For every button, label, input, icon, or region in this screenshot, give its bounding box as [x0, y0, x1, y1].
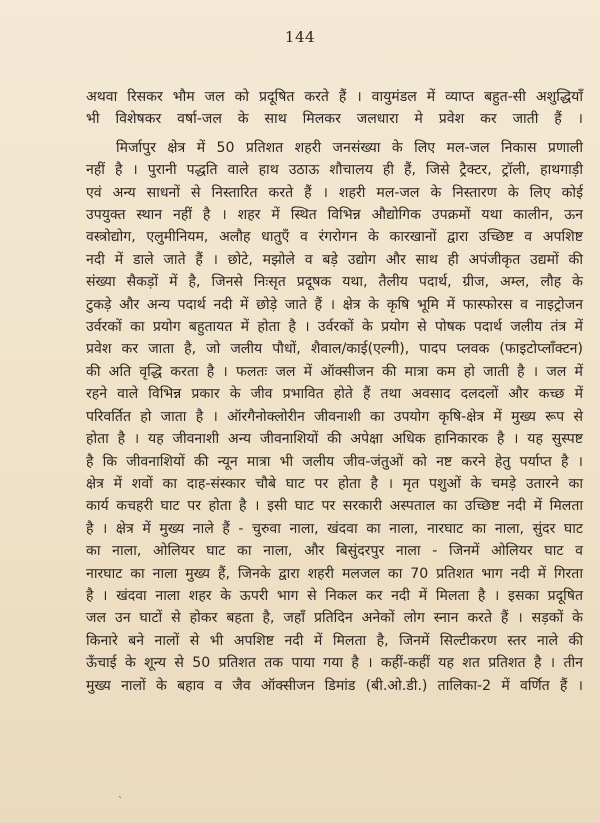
body-text — [86, 86, 583, 697]
text-line: मुख्य नालों के बहाव व जैव ऑक्सीजन डिमांड (बी.ओ.डी.) तालिका-2 में वर्णित हैं । — [86, 677, 583, 694]
text-line: एवं अन्य साधनों से निस्तारित करते हैं । शहरी मल-जल के निस्तारण के लिए कोई — [86, 184, 583, 201]
text-line: है । क्षेत्र में मुख्य नाले हैं - चुरुवा नाला, खंदवा का नाला, नारघाट का नाला, सुंदर घाट — [86, 520, 583, 537]
text-line: उर्वरकों का प्रयोग बहुतायत में होता है । उर्वरकों के प्रयोग से पोषक पदार्थ जलीय तंत्र में — [86, 319, 583, 336]
text-line: की अति वृद्धि करता है । फलतः जल में ऑक्सीजन की मात्रा कम हो जाती है । जल में — [86, 363, 583, 380]
text-line: रहने वाले विभिन्न प्रकार के जीव प्रभावित होते हैं तथा अवसाद दलदलों और कच्छ में — [86, 386, 583, 403]
text-line: मिर्जापुर क्षेत्र में 50 प्रतिशत शहरी जनसंख्या के लिए मल-जल निकास प्रणाली — [116, 139, 583, 156]
text-line: नारघाट का नाला मुख्य हैं, जिनके द्वारा शहरी मलजल का 70 प्रतिशत भाग नदी में गिरता — [86, 565, 583, 582]
page-number: 144 — [284, 28, 316, 46]
text-line: क्षेत्र में शवों का दाह-संस्कार चौबे घाट पर होता है । मृत पशुओं के चमड़े उतारने का — [86, 475, 583, 492]
text-line: का नाला, ओलियर घाट का नाला, और बिसुंदरपुर नाला - जिनमें ओलियर घाट व — [86, 543, 583, 560]
text-line: जल उन घाटों से होकर बहता है, जहाँ प्रतिदिन अनेकों लोग स्नान करते हैं । सड़कों के — [86, 610, 583, 627]
text-line: नहीं है । पुरानी पद्धति वाले हाथ उठाऊ शौचालय ही हैं, जिसे ट्रैक्टर, ट्रॉली, हाथगाड़ी — [86, 162, 583, 179]
footer-mark: ` — [118, 796, 123, 807]
text-line: टुकड़े और अन्य पदार्थ नदी में छोड़े जाते हैं । क्षेत्र के कृषि भूमि में फास्फोरस व नाइट्रोजन — [86, 296, 583, 313]
text-line: होता है । यह जीवनाशी अन्य जीवनाशियों की अपेक्षा अधिक हानिकारक है । यह सुस्पष्ट — [86, 431, 583, 448]
text-line: उपयुक्त स्थान नहीं है । शहर में स्थित विभिन्न औद्योगिक उपक्रमों यथा कालीन, ऊन — [86, 207, 583, 224]
text-line: परिवर्तित हो जाता है । ऑरगैनोक्लोरीन जीवनाशी का उपयोग कृषि-क्षेत्र में मुख्य रूप से — [86, 408, 583, 425]
text-line: वस्त्रोद्योग, एलुमीनियम, अलौह धातुएँ व रंगरोगन के कारखानों द्वारा उच्छिष्ट व अपशिष्ट — [86, 229, 583, 246]
paragraph-1 — [86, 86, 583, 131]
text-line: है । खंदवा नाला शहर के ऊपरी भाग से निकल कर नदी में मिलता है । इसका प्रदूषित — [86, 587, 583, 604]
text-line: भी विशेषकर वर्षा-जल के साथ मिलकर जलधारा मे प्रवेश कर जाती हैं । — [86, 111, 583, 128]
text-line: संख्या सैकड़ों में है, जिनसे निःसृत प्रदूषक यथा, तैलीय पदार्थ, ग्रीज, अम्ल, लौह के — [86, 274, 583, 291]
text-line: है कि जीवनाशियों की न्यून मात्रा भी जलीय जीव-जंतुओं को नष्ट करने हेतु पर्याप्त है । — [86, 453, 583, 470]
text-line: नदी में डाले जाते हैं । छोटे, मझोले व बड़े उद्योग और साथ ही अपंजीकृत उद्यमों की — [86, 251, 583, 268]
text-line: अथवा रिसकर भौम जल को प्रदूषित करते हैं । वायुमंडल में व्याप्त बहुत-सी अशुद्धियाँ — [86, 89, 583, 105]
paragraph-2 — [86, 137, 583, 697]
text-line: ऊँचाई के शून्य से 50 प्रतिशत तक पाया गया है । कहीं-कहीं यह शत प्रतिशत है । तीन — [86, 655, 583, 672]
text-line: किनारे बने नालों से भी अपशिष्ट नदी में मिलता है, जिनमें सिल्टीकरण स्तर नाले की — [86, 632, 583, 649]
text-line: प्रवेश कर जाता है, जो जलीय पौधों, शैवाल/काई(एल्गी), पादप प्लवक (फाइटोप्लाँक्टन) — [86, 341, 583, 358]
text-line: कार्य कचहरी घाट पर होता है । इसी घाट पर सरकारी अस्पताल का उच्छिष्ट नदी में मिलता — [86, 498, 583, 515]
